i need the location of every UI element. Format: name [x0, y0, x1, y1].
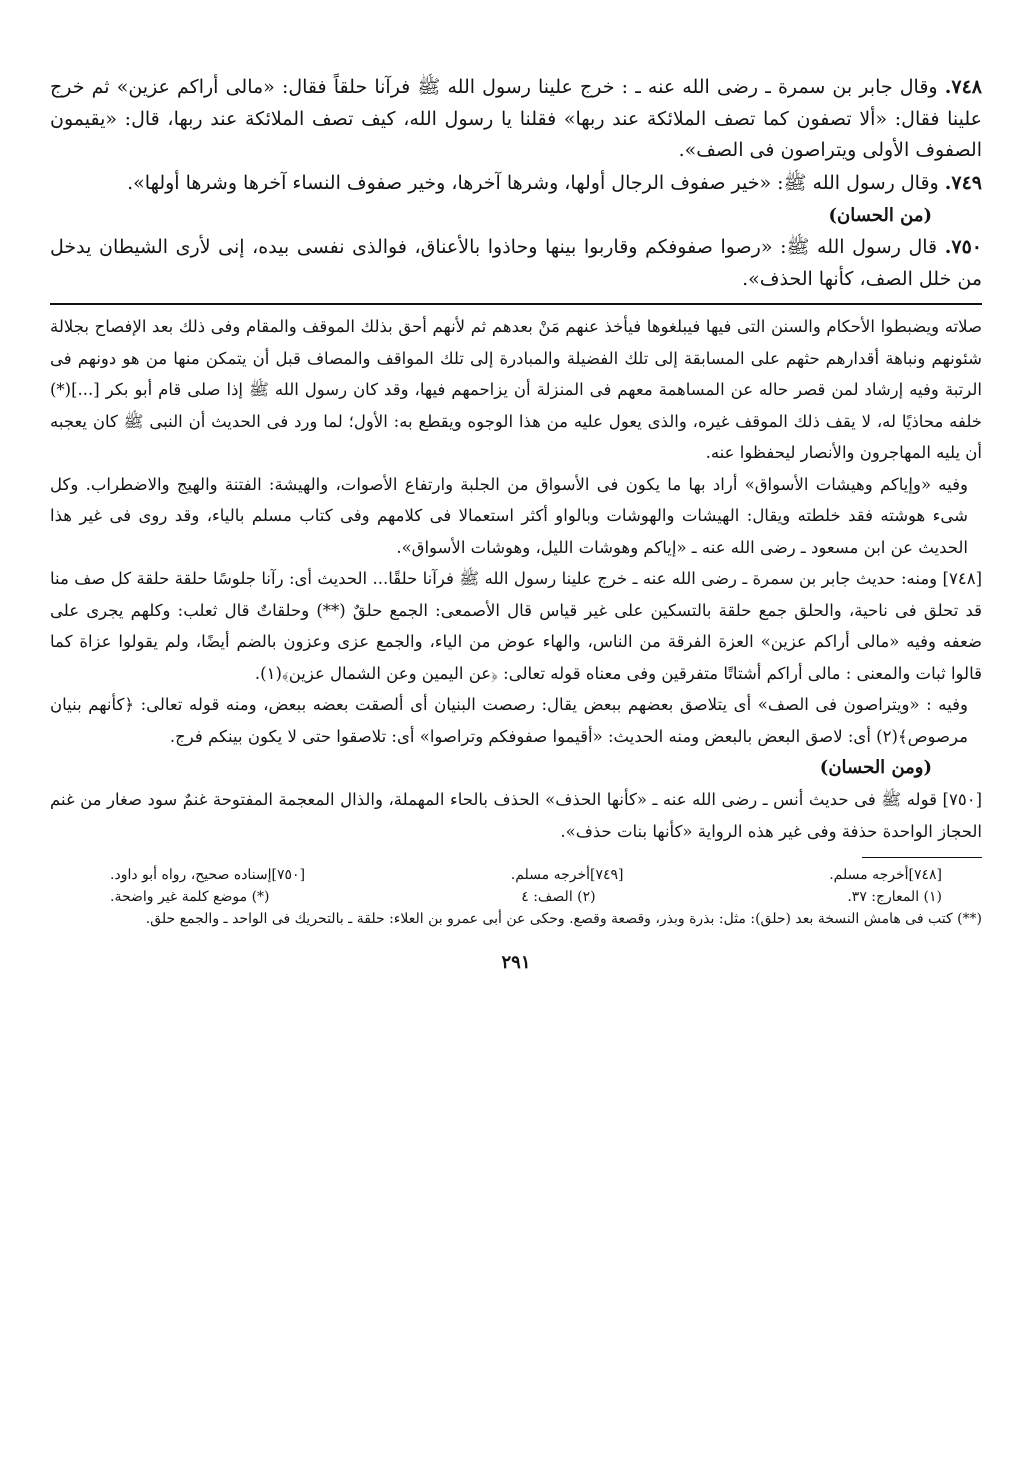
hadith-number: ٧٥٠.	[944, 236, 983, 258]
hadith-text: وقال رسول الله ﷺ: «خير صفوف الرجال أولها، وشرها آخرها، وخير صفوف النساء آخرها وشرها أولها».	[127, 171, 939, 194]
footnote-item: (*) موضع كلمة غير واضحة.	[110, 889, 270, 905]
footnote-item: [٧٤٩]أخرجه مسلم.	[510, 867, 624, 883]
hadith-text: وقال جابر بن سمرة ـ رضى الله عنه ـ : خرج علينا رسول الله ﷺ فرآنا حلقاً فقال: «مالى أراكم عزين» ثم خرج علينا فقال: «ألا تصفون كما تصف الملائكة عند ربها» فقلنا يا رسول الله، كيف تصف الملائكة عند ربها، قال: «يقيمون الصفوف الأولى ويتراصون فى الصف».	[50, 76, 982, 161]
hadith-text: قال رسول الله ﷺ: «رصوا صفوفكم وقاربوا بينها وحاذوا بالأعناق، فوالذى نفسى بيده، إنى لأرى الشيطان يدخل من خلل الصف، كأنها الحذف».	[50, 236, 982, 290]
footnote-item: [٧٤٨]أخرجه مسلم.	[829, 867, 942, 883]
footnotes	[50, 864, 982, 930]
divider	[50, 303, 982, 305]
hadith-750	[50, 232, 982, 295]
footnote-item: (١) المعارج: ٣٧.	[847, 889, 942, 905]
commentary-paragraph: [٧٤٨] ومنه: حديث جابر بن سمرة ـ رضى الله عنه ـ خرج علينا رسول الله ﷺ فرآنا حلقًا... الحديث أى: رآنا جلوسًا حلقة حلقة كل صف منا قد تحلق فى ناحية، والحلق جمع حلقة بالتسكين على غير قياس قال الأصمعى: الجمع حلقٌ (**) وحلقاتٌ قال ثعلب: وكلهم يجرى على ضعفه وفيه «مالى أراكم عزين» العزة الفرقة من الناس، والهاء عوض من الياء، والجمع عزى وعزون بالضم أيضًا، ولم يقولوا عزاة كما قالوا ثبات والمعنى : مالى أراكم أشتاتًا متفرقين وفى معناه قوله تعالى: ﴿عن اليمين وعن الشمال عزين﴾(١).	[50, 569, 982, 683]
hadith-748	[50, 72, 982, 167]
commentary-paragraph: وفيه «وإياكم وهيشات الأسواق» أراد بها ما يكون فى الأسواق من الجلبة وارتفاع الأصوات، والهيشة: الفتنة والهيج والاضطراب. وكل شىء هوشته فقد خلطته ويقال: الهيشات والهوشات وبالواو أكثر استعمالا فى كلامهم وفى كتاب مسلم بالياء، وقد روى فى غير هذا الحديث عن ابن مسعود ـ رضى الله عنه ـ «إياكم وهوشات الليل، وهوشات الأسواق».	[50, 474, 968, 557]
footnote-row	[50, 886, 982, 908]
footnote-item: [٧٥٠]إسناده صحيح، رواه أبو داود.	[110, 867, 306, 883]
commentary-paragraph: [٧٥٠] قوله ﷺ فى حديث أنس ـ رضى الله عنه ـ «كأنها الحذف» الحذف بالحاء المهملة، والذال المعجمة المفتوحة غنمٌ سود صغار من غنم الحجاز الواحدة حذفة وفى غير هذه الرواية «كأنها بنات حذف».	[50, 790, 982, 841]
commentary-paragraph: صلاته ويضبطوا الأحكام والسنن التى فيها فيبلغوها فيأخذ عنهم مَنْ بعدهم ثم لأنهم أحق بذلك الموقف والمقام وفى ذلك بعد الإفصاح بجلالة شئونهم ونباهة أقدارهم حثهم على المسابقة إلى تلك الفضيلة والمبادرة إلى تلك المواقف والمصاف قبل أن يتمكن منها من هو دونهم فى الرتبة وفيه إرشاد لمن قصر حاله عن المساهمة معهم فى المنزلة أن يزاحمهم فيها، وقد كان رسول الله ﷺ إذا صلى قام أبو بكر [...](*) خلفه محاذيًا له، لا يقف ذلك الموقف غيره، والذى يعول عليه من هذا الوجوه ويقطع به: الأول؛ لما ورد فى الحديث أن النبى ﷺ كان يعجبه أن يليه المهاجرون والأنصار ليحفظوا عنه.	[50, 317, 982, 462]
hadith-number: ٧٤٨.	[944, 76, 982, 98]
page-number: ٢٩١	[501, 952, 531, 973]
commentary-paragraph: وفيه : «ويتراصون فى الصف» أى يتلاصق بعضهم ببعض يقال: رصصت البنيان أى ألصقت بعضه ببعض، ومنه قوله تعالى: ﴿كأنهم بنيان مرصوص﴾(٢) أى: لاصق البعض بالبعض ومنه الحديث: «أقيموا صفوفكم وتراصوا» أى: تلاصقوا حتى لا يكون بينكم فرج.	[50, 695, 968, 746]
hadith-749	[50, 168, 982, 200]
section-title-hisan: (من الحسان)	[828, 205, 932, 226]
section-title-wa-min-hisan: (ومن الحسان)	[819, 757, 932, 778]
footnote-note: (**) كتب فى هامش النسخة بعد (حلق): مثل: بذرة وبذر، وقصعة وقصع. وحكى عن أبى عمرو بن العلاء: حلقة ـ بالتحريك فى الواحد ـ والجمع حلق.	[145, 911, 982, 927]
footnote-divider	[862, 857, 982, 858]
footnote-row	[50, 864, 982, 886]
footnote-item: (٢) الصف: ٤	[521, 889, 596, 905]
hadith-number: ٧٤٩.	[944, 171, 982, 194]
page	[50, 72, 982, 1460]
